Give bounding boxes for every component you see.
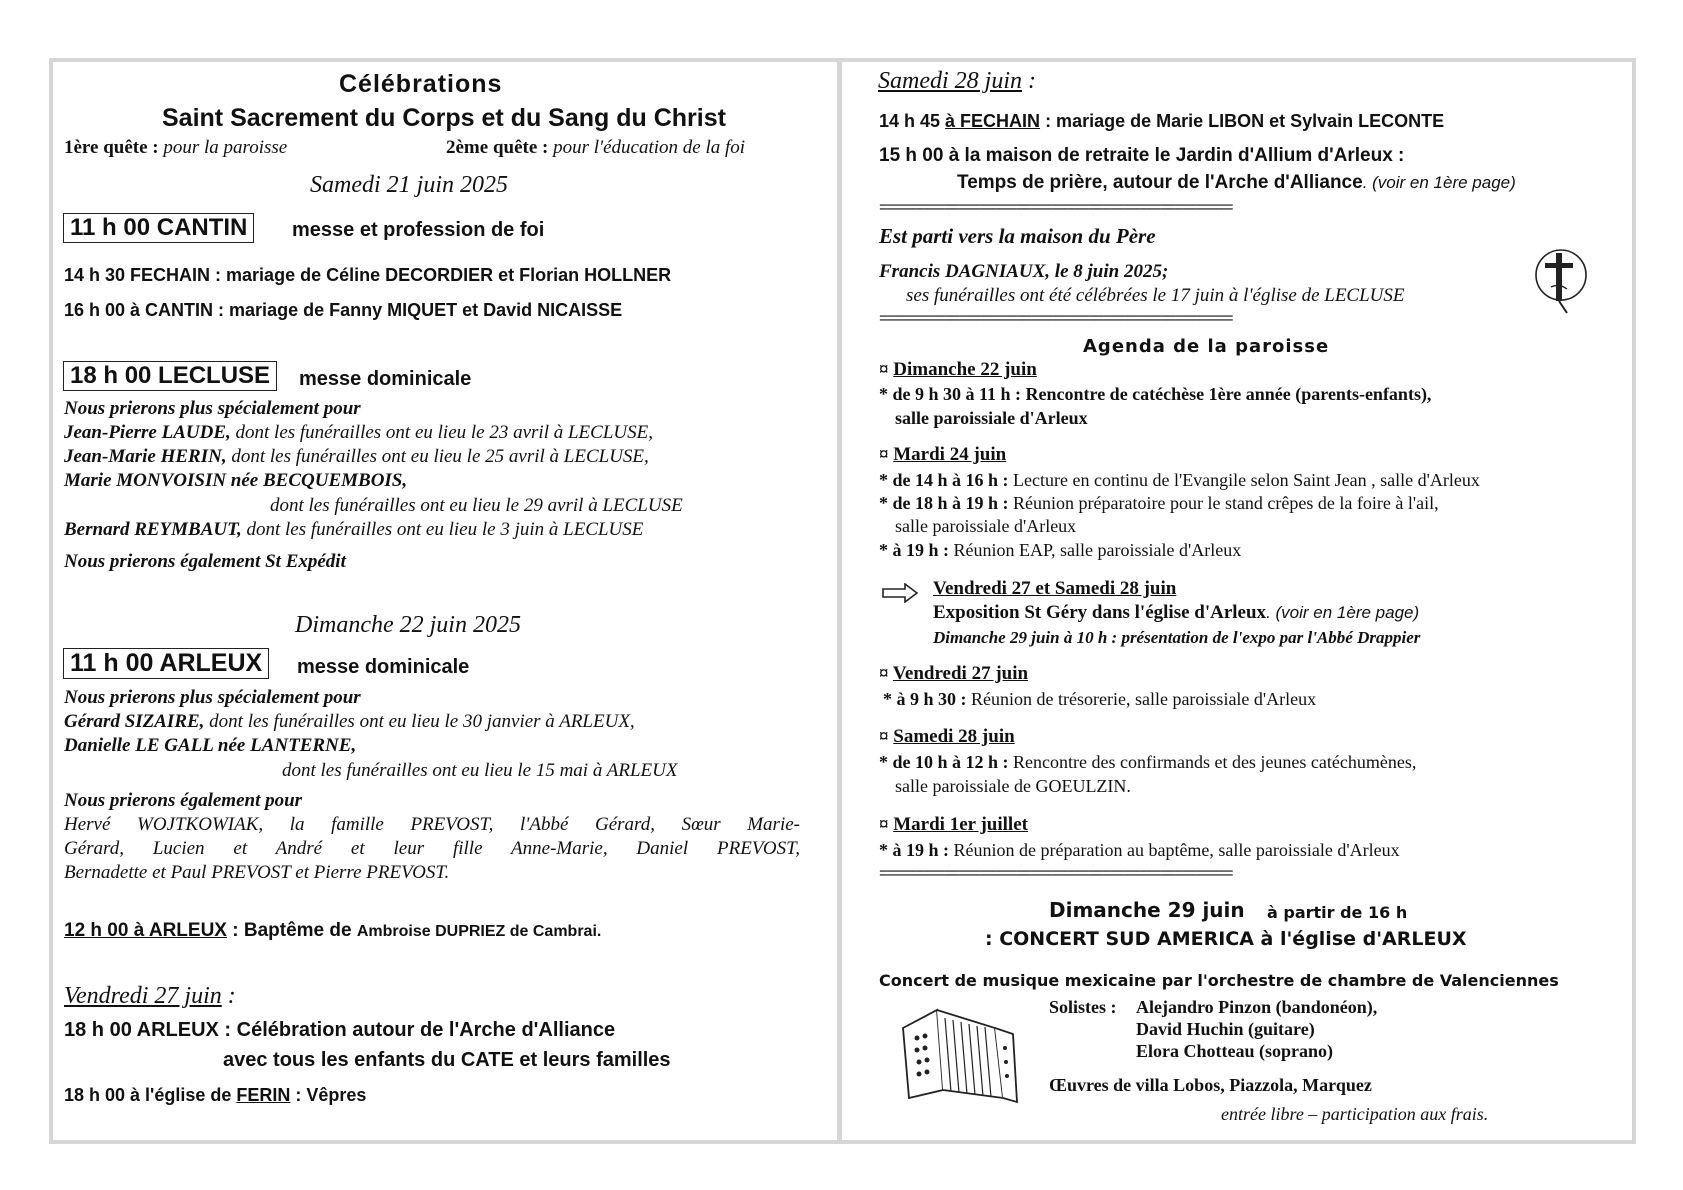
concert-date: Dimanche 29 juin — [1049, 898, 1245, 922]
cantin-desc: messe et profession de foi — [292, 219, 545, 241]
libon-time: 14 h 45 — [879, 111, 946, 131]
agenda-heading-date: Vendredi 27 juin — [892, 663, 1029, 684]
arleux-also-line: Gérard, Lucien et André et leur fille Anne-Marie, Daniel PREVOST, — [64, 838, 800, 859]
prayer-line — [64, 711, 635, 733]
agenda-heading-date: Mardi 1er juillet — [893, 814, 1028, 835]
ferin-place: FERIN — [236, 1085, 291, 1105]
ferin-line — [64, 1085, 366, 1106]
agenda-line — [879, 540, 1241, 561]
agenda-text: Réunion de trésorerie, salle paroissiale d'Arleux — [966, 689, 1317, 709]
agenda-line — [879, 752, 1416, 773]
agenda-heading-date: Samedi 28 juin — [893, 726, 1015, 747]
separator-line: ================================================= — [879, 311, 1232, 328]
agenda-time: * à 19 h : — [879, 840, 950, 860]
expo-line-2: Dimanche 29 juin à 10 h : présentation de l'expo par l'Abbé Drappier — [933, 628, 1421, 647]
prayer-line — [64, 446, 649, 468]
retraite-line-2-text: Temps de prière, autour de l'Arche d'Alliance — [957, 172, 1363, 193]
prayer-name: Gérard SIZAIRE, — [64, 711, 205, 732]
prayer-line — [64, 470, 407, 492]
bapteme-name: Ambroise DUPRIEZ de Cambrai. — [356, 923, 602, 940]
separator-line: ================================================= — [879, 200, 1232, 217]
bapteme-rest: : Baptême de — [226, 920, 357, 941]
arleux-prayer-title: Nous prierons plus spécialement pour — [64, 687, 361, 708]
libon-place: à FECHAIN — [945, 111, 1041, 131]
agenda-title: Agenda de la paroisse — [1083, 336, 1330, 357]
quete-1-label: 1ère quête : — [64, 137, 159, 158]
right-day-heading — [878, 68, 1036, 95]
agenda-time: * de 9 h 30 à 11 h : — [879, 384, 1022, 404]
agenda-heading-date: Mardi 24 juin — [893, 444, 1007, 465]
column-divider — [837, 58, 842, 1144]
retraite-line-2 — [957, 172, 1516, 194]
agenda-line — [879, 493, 1439, 514]
prayer-line — [64, 519, 643, 541]
prayer-rest: dont les funérailles ont eu lieu le 23 avril à LECLUSE, — [230, 422, 653, 443]
prayer-name: Jean-Pierre LAUDE, — [64, 422, 231, 443]
agenda-text: Réunion EAP, salle paroissiale d'Arleux — [949, 540, 1242, 560]
quete-1-text: pour la paroisse — [163, 137, 288, 158]
arleux-also-title: Nous prierons également pour — [64, 790, 303, 811]
page-subtitle: Saint Sacrement du Corps et du Sang du Christ — [162, 104, 726, 132]
concert-oeuvres: Œuvres de villa Lobos, Piazzola, Marquez — [1049, 1075, 1372, 1095]
quete-1 — [64, 137, 287, 159]
agenda-line-cont: salle paroissiale d'Arleux — [895, 516, 1077, 536]
expo-line-1 — [933, 602, 1419, 624]
page-title: Célébrations — [339, 70, 503, 98]
arleux-also-last: Bernadette et Paul PREVOST et Pierre PREVOST. — [64, 862, 450, 883]
separator-line: ================================================= — [879, 866, 1232, 883]
time-box-arleux: 11 h 00 ARLEUX — [63, 648, 269, 679]
agenda-line — [879, 840, 1400, 861]
soliste-item: Alejandro Pinzon (bandonéon), — [1136, 997, 1378, 1017]
agenda-time: * de 14 h à 16 h : — [879, 470, 1009, 490]
agenda-heading — [879, 359, 1037, 381]
accordion-icon — [895, 998, 1020, 1110]
cantin-wedding: 16 h 00 à CANTIN : mariage de Fanny MIQUET et David NICAISSE — [64, 300, 623, 320]
cross-icon — [1533, 243, 1593, 315]
monvoisin-rest: dont les funérailles ont eu lieu le 29 avril à LECLUSE — [270, 495, 683, 516]
retraite-note: . (voir en 1ère page) — [1362, 173, 1516, 192]
right-day-heading-suffix: : — [1022, 68, 1036, 94]
prayer-rest: dont les funérailles ont eu lieu le 30 janvier à ARLEUX, — [204, 711, 635, 732]
prayer-line — [64, 422, 653, 444]
libon-rest: : mariage de Marie LIBON et Sylvain LECONTE — [1040, 111, 1445, 131]
expo-note: . (voir en 1ère page) — [1266, 603, 1420, 622]
prayer-name: Marie MONVOISIN née BECQUEMBOIS, — [64, 470, 408, 491]
arleux-desc: messe dominicale — [297, 656, 470, 678]
bullet-symbol: ¤ — [879, 814, 889, 835]
day-heading-friday-date: Vendredi 27 juin — [64, 983, 222, 1009]
agenda-heading — [879, 814, 1028, 836]
day-heading-friday — [64, 983, 236, 1010]
agenda-heading — [879, 444, 1006, 466]
agenda-text: Lecture en continu de l'Evangile selon Saint Jean , salle d'Arleux — [1008, 470, 1480, 490]
agenda-text: Rencontre de catéchèse 1ère année (parents-enfants), — [1021, 384, 1432, 404]
agenda-time: * à 19 h : — [879, 540, 950, 560]
lecluse-prayer-title: Nous prierons plus spécialement pour — [64, 398, 361, 419]
libon-wedding — [879, 111, 1444, 132]
agenda-line — [879, 470, 1480, 491]
legall-rest: dont les funérailles ont eu lieu le 15 mai à ARLEUX — [282, 760, 678, 781]
bullet-symbol: ¤ — [879, 444, 889, 465]
agenda-heading-date: Dimanche 22 juin — [893, 359, 1037, 380]
right-day-heading-date: Samedi 28 juin — [878, 68, 1022, 94]
ferin-pre: 18 h 00 à l'église de — [64, 1085, 237, 1105]
solistes-label: Solistes : — [1049, 997, 1117, 1017]
prayer-name: Bernard REYMBAUT, — [64, 519, 242, 540]
prayer-name: Jean-Marie HERIN, — [64, 446, 227, 467]
prayer-rest: dont les funérailles ont eu lieu le 25 avril à LECLUSE, — [226, 446, 649, 467]
agenda-line — [883, 689, 1316, 710]
day-heading-sunday: Dimanche 22 juin 2025 — [295, 612, 521, 638]
agenda-text: Réunion préparatoire pour le stand crêpes de la foire à l'ail, — [1008, 493, 1439, 513]
arche-line-1: 18 h 00 ARLEUX : Célébration autour de l'Arche d'Alliance — [64, 1019, 616, 1041]
agenda-heading — [879, 663, 1028, 685]
time-box-cantin: 11 h 00 CANTIN — [63, 213, 254, 243]
bapteme-line — [64, 920, 601, 942]
agenda-text: Rencontre des confirmands et des jeunes catéchumènes, — [1008, 752, 1417, 772]
arrow-right-icon — [881, 583, 919, 603]
arleux-also-line: Hervé WOJTKOWIAK, la famille PREVOST, l'Abbé Gérard, Sœur Marie- — [64, 814, 800, 835]
bullet-symbol: ¤ — [879, 726, 889, 747]
deces-title: Est parti vers la maison du Père — [879, 224, 1156, 248]
agenda-line-cont: salle paroissiale de GOEULZIN. — [895, 776, 1131, 796]
concert-time: à partir de 16 h — [1267, 903, 1408, 922]
expo-title: Vendredi 27 et Samedi 28 juin — [933, 578, 1177, 599]
concert-title: : CONCERT SUD AMERICA à l'église d'ARLEUX — [985, 928, 1467, 950]
concert-desc: Concert de musique mexicaine par l'orchestre de chambre de Valenciennes — [879, 971, 1559, 990]
agenda-time: * de 18 h à 19 h : — [879, 493, 1009, 513]
bapteme-time: 12 h 00 à ARLEUX — [64, 920, 227, 941]
time-box-lecluse: 18 h 00 LECLUSE — [63, 361, 277, 391]
ferin-post: : Vêpres — [290, 1085, 367, 1105]
agenda-time: * de 10 h à 12 h : — [879, 752, 1009, 772]
deces-name: Francis DAGNIAUX, le 8 juin 2025; — [879, 261, 1169, 282]
legall-name: Danielle LE GALL née LANTERNE, — [64, 735, 357, 756]
lecluse-desc: messe dominicale — [299, 368, 472, 390]
soliste-item: Elora Chotteau (soprano) — [1136, 1041, 1333, 1061]
agenda-text: Réunion de préparation au baptême, salle paroissiale d'Arleux — [949, 840, 1400, 860]
lecluse-also: Nous prierons également St Expédit — [64, 551, 346, 572]
agenda-heading — [879, 726, 1015, 748]
day-heading-saturday: Samedi 21 juin 2025 — [310, 172, 508, 198]
expo-line-1-text: Exposition St Géry dans l'église d'Arleux — [933, 602, 1267, 623]
retraite-line-1: 15 h 00 à la maison de retraite le Jardin d'Allium d'Arleux : — [879, 145, 1405, 166]
quete-2-label: 2ème quête : — [446, 137, 549, 158]
quete-2-text: pour l'éducation de la foi — [553, 137, 746, 158]
bullet-symbol: ¤ — [879, 663, 889, 684]
day-heading-friday-suffix: : — [221, 983, 236, 1009]
agenda-line — [879, 384, 1431, 405]
prayer-rest: dont les funérailles ont eu lieu le 3 juin à LECLUSE — [241, 519, 644, 540]
fechain-wedding: 14 h 30 FECHAIN : mariage de Céline DECORDIER et Florian HOLLNER — [64, 265, 672, 285]
quete-2 — [446, 137, 745, 159]
bullet-symbol: ¤ — [879, 359, 889, 380]
agenda-line-cont: salle paroissiale d'Arleux — [895, 408, 1088, 428]
concert-entree: entrée libre – participation aux frais. — [1221, 1104, 1489, 1124]
soliste-item: David Huchin (guitare) — [1136, 1019, 1315, 1039]
agenda-time: * à 9 h 30 : — [883, 689, 967, 709]
arche-line-2: avec tous les enfants du CATE et leurs familles — [223, 1049, 671, 1071]
deces-text: ses funérailles ont été célébrées le 17 juin à l'église de LECLUSE — [906, 285, 1405, 306]
